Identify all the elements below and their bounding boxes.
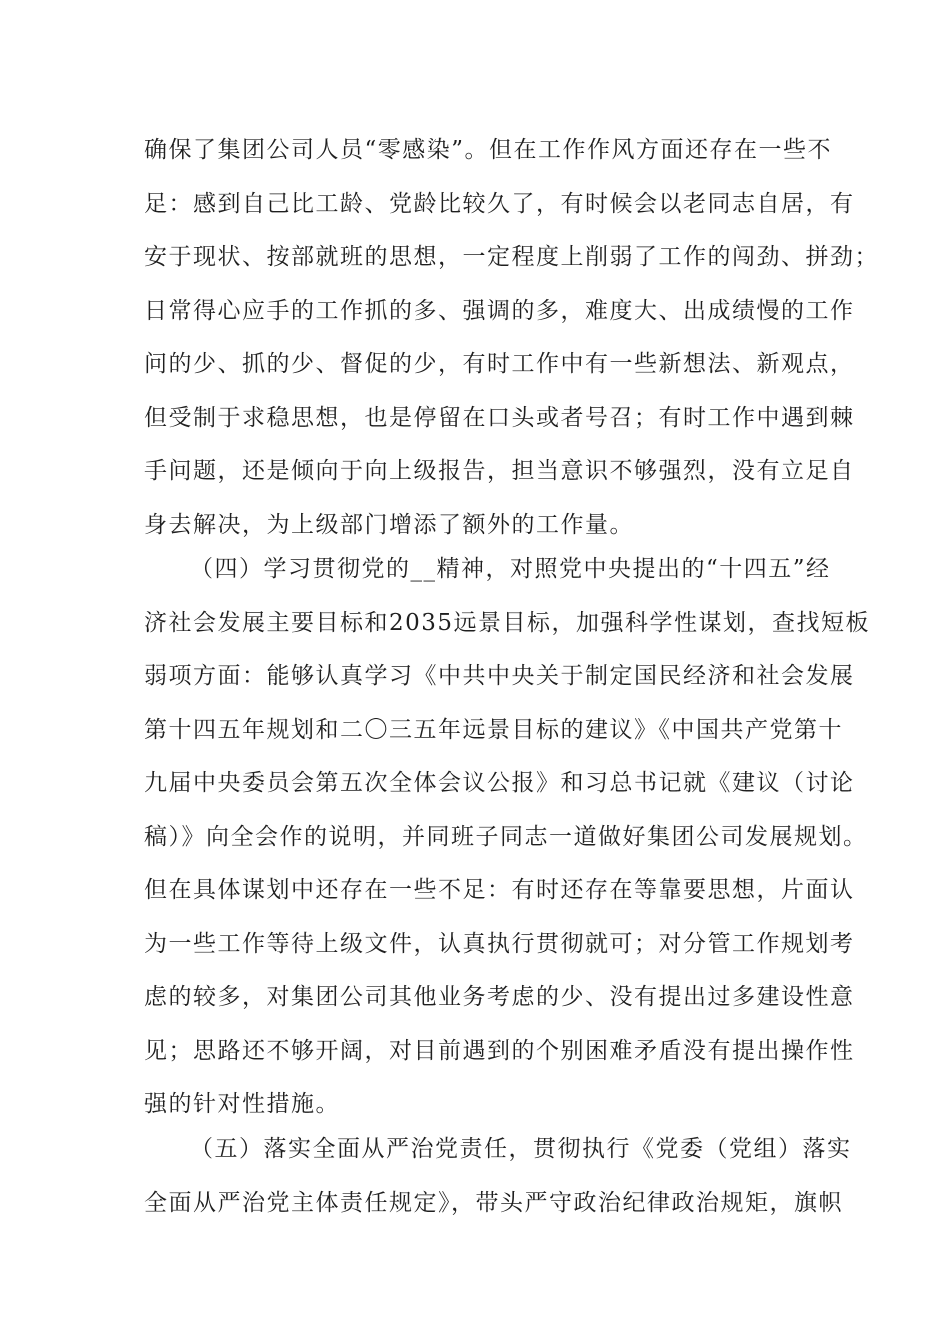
text-line: 但在具体谋划中还存在一些不足：有时还存在等靠要思想，片面认 bbox=[144, 877, 855, 903]
text-line: 虑的较多，对集团公司其他业务考虑的少、没有提出过多建设性意 bbox=[144, 984, 855, 1010]
text-line: 安于现状、按部就班的思想，一定程度上削弱了工作的闯劲、拼劲； bbox=[144, 244, 879, 270]
text-line: 身去解决，为上级部门增添了额外的工作量。 bbox=[144, 511, 634, 538]
paragraph-2 bbox=[144, 543, 871, 1132]
text-line: 济社会发展主要目标和2035远景目标，加强科学性谋划，查找短板 bbox=[144, 609, 871, 636]
text-line: 足：感到自己比工龄、党龄比较久了，有时候会以老同志自居，有 bbox=[144, 190, 855, 217]
text-line: 见；思路还不够开阔，对目前遇到的个别困难矛盾没有提出操作性 bbox=[144, 1037, 855, 1064]
text-line: （五）落实全面从严治党责任，贯彻执行《党委（党组）落实 bbox=[190, 1136, 852, 1162]
text-line: 问的少、抓的少、督促的少，有时工作中有一些新想法、新观点， bbox=[144, 351, 855, 377]
text-line: 全面从严治党主体责任规定》，带头严守政治纪律政治规矩，旗帜 bbox=[144, 1189, 843, 1216]
paragraph-3 bbox=[144, 1123, 852, 1230]
text-line: 稿）》向全会作的说明，并同班子同志一道做好集团公司发展规划。 bbox=[144, 823, 868, 850]
paragraph-1 bbox=[144, 124, 879, 552]
text-line: 弱项方面：能够认真学习《中共中央关于制定国民经济和社会发展 bbox=[144, 663, 855, 689]
text-line: 但受制于求稳思想，也是停留在口头或者号召；有时工作中遇到棘 bbox=[144, 404, 855, 431]
text-line: （四）学习贯彻党的__精神，对照党中央提出的“十四五”经 bbox=[190, 556, 831, 582]
text-line: 强的针对性措施。 bbox=[144, 1091, 340, 1117]
text-line: 第十四五年规划和二〇三五年远景目标的建议》《中国共产党第十 bbox=[144, 716, 843, 743]
text-line: 确保了集团公司人员“零感染”。但在工作作风方面还存在一些不 bbox=[144, 137, 833, 163]
text-line: 手问题，还是倾向于向上级报告，担当意识不够强烈，没有立足自 bbox=[144, 458, 855, 484]
text-line: 日常得心应手的工作抓的多、强调的多，难度大、出成绩慢的工作 bbox=[144, 297, 855, 324]
text-line: 为一些工作等待上级文件，认真执行贯彻就可；对分管工作规划考 bbox=[144, 930, 855, 957]
text-line: 九届中央委员会第五次全体会议公报》和习总书记就《建议（讨论 bbox=[144, 770, 855, 796]
